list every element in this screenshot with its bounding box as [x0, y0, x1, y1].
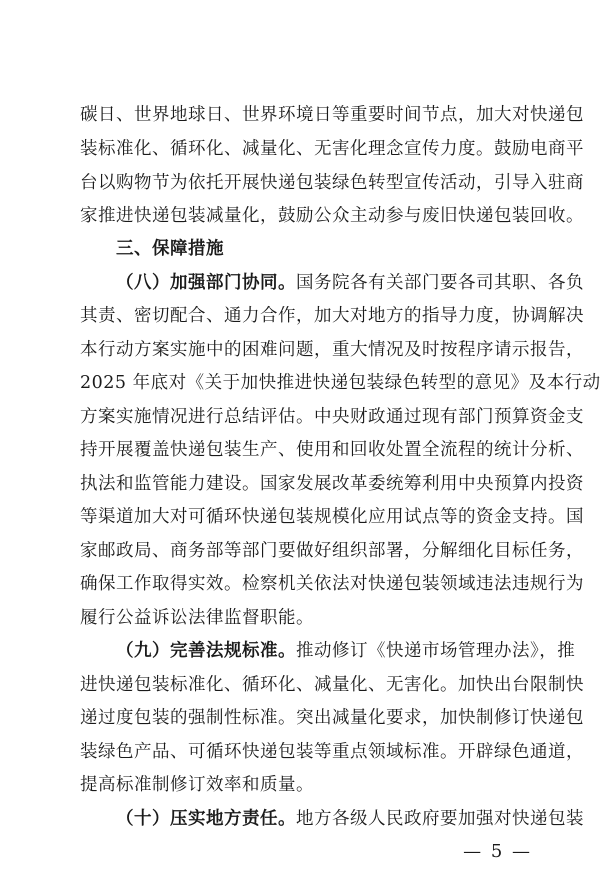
text-line: 履行公益诉讼法律监督职能。 [80, 608, 314, 628]
text-line: 执法和监管能力建设。国家发展改革委统筹利用中央预算内投资 [80, 474, 584, 494]
text-line: 递过度包装的强制性标准。突出减量化要求，加快制修订快递包 [80, 708, 584, 728]
item-text: 地方各级人民政府要加强对快递包装 [296, 809, 584, 829]
text-line: 本行动方案实施中的困难问题，重大情况及时按程序请示报告， [80, 340, 584, 360]
text-line: 等渠道加大对可循环快递包装规模化应用试点等的资金支持。国 [80, 507, 584, 527]
text-line: 提高标准制修订效率和质量。 [80, 775, 314, 795]
text-line: 装标准化、循环化、减量化、无害化理念宣传力度。鼓励电商平 [80, 139, 584, 159]
text-line: 确保工作取得实效。检察机关依法对快递包装领域违法违规行为 [80, 574, 584, 594]
text-line: 方案实施情况进行总结评估。中央财政通过现有部门预算资金支 [80, 407, 584, 427]
item-title: （八）加强部门协同。 [116, 273, 296, 293]
text-line: 其责、密切配合、通力合作，加大对地方的指导力度，协调解决 [80, 306, 584, 326]
paragraph-first-line [116, 271, 584, 295]
text-line: 家邮政局、商务部等部门要做好组织部署，分解细化目标任务， [80, 541, 584, 561]
item-text: 推动修订《快递市场管理办法》，推 [296, 641, 576, 661]
text-line: 进快递包装标准化、循环化、减量化、无害化。加快出台限制快 [80, 675, 584, 695]
page-number: — 5 — [463, 841, 532, 862]
item-text: 国务院各有关部门要各司其职、各负 [296, 273, 584, 293]
paragraph-first-line [116, 807, 584, 831]
text-line: 家推进快递包装减量化，鼓励公众主动参与废旧快递包装回收。 [80, 206, 584, 226]
text-line: 台以购物节为依托开展快递包装绿色转型宣传活动，引导入驻商 [80, 173, 584, 193]
text-line: 持开展覆盖快递包装生产、使用和回收处置全流程的统计分析、 [80, 440, 584, 460]
text-line: 碳日、世界地球日、世界环境日等重要时间节点，加大对快递包 [80, 105, 584, 125]
item-title: （十）压实地方责任。 [116, 809, 296, 829]
paragraph-first-line [116, 639, 576, 663]
section-heading: 三、保障措施 [116, 239, 224, 259]
text-line: 2025 年底对《关于加快推进快递包装绿色转型的意见》及本行动 [80, 373, 601, 393]
text-line: 装绿色产品、可循环快递包装等重点领域标准。开辟绿色通道， [80, 742, 584, 762]
item-title: （九）完善法规标准。 [116, 641, 296, 661]
